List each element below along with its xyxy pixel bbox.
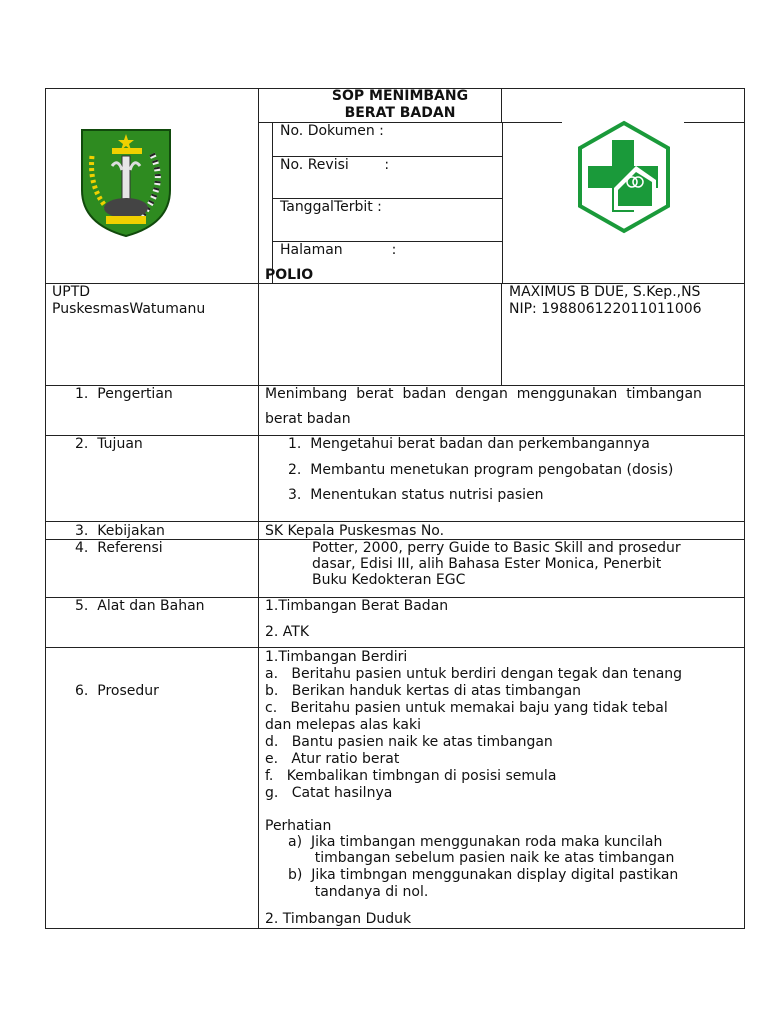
header-info-frame-left xyxy=(272,122,273,283)
doc-number-label: No. Dokumen : xyxy=(280,123,384,139)
purpose-item: 3. Menentukan status nutrisi pasien xyxy=(288,487,544,503)
column-divider-header xyxy=(501,88,502,123)
procedure-step: g. Catat hasilnya xyxy=(265,785,393,801)
procedure-notes-heading: Perhatian xyxy=(265,818,332,834)
tools-label: 5. Alat dan Bahan xyxy=(75,598,205,614)
header-title-underline-right xyxy=(684,122,745,123)
unit-code: POLIO xyxy=(265,267,314,283)
tools-item: 1.Timbangan Berat Badan xyxy=(265,598,449,614)
procedure-step: b. Berikan handuk kertas di atas timbangan xyxy=(265,683,582,699)
procedure-step: f. Kembalikan timbngan di posisi semula xyxy=(265,768,557,784)
procedure-heading: 1.Timbangan Berdiri xyxy=(265,649,408,665)
procedure-label: 6. Prosedur xyxy=(75,683,159,699)
regional-coat-of-arms-icon xyxy=(78,126,174,240)
procedure-step: dan melepas alas kaki xyxy=(265,717,421,733)
procedure-note: a) Jika timbangan menggunakan roda maka kuncilah xyxy=(288,834,663,850)
page-label: Halaman : xyxy=(280,242,397,258)
purpose-item: 2. Membantu menetukan program pengobatan (dosis) xyxy=(288,462,674,478)
policy-label: 3. Kebijakan xyxy=(75,523,165,539)
definition-line-1: Menimbang berat badan dengan menggunakan timbangan xyxy=(265,386,702,402)
table-border-bottom xyxy=(45,928,745,929)
issue-date-label: TanggalTerbit : xyxy=(280,199,382,215)
policy-text: SK Kepala Puskesmas No. xyxy=(265,523,445,539)
table-border-left xyxy=(45,88,46,929)
tools-item: 2. ATK xyxy=(265,624,310,640)
official-name: MAXIMUS B DUE, S.Kep.,NS xyxy=(509,284,701,300)
header-info-frame-right xyxy=(502,122,503,283)
sop-title-line-1: SOP MENIMBANG xyxy=(331,88,469,104)
column-divider-left xyxy=(258,88,259,929)
procedure-note: b) Jika timbngan menggunakan display digital pastikan xyxy=(288,867,679,883)
reference-line: dasar, Edisi III, alih Bahasa Ester Monica, Penerbit xyxy=(312,556,662,572)
procedure-step: e. Atur ratio berat xyxy=(265,751,400,767)
purpose-item: 1. Mengetahui berat badan dan perkembangannya xyxy=(288,436,650,452)
official-column-divider xyxy=(501,283,502,386)
official-nip: NIP: 198806122011011006 xyxy=(509,301,702,317)
sop-title-line-2: BERAT BADAN xyxy=(344,105,456,121)
logo-frame-right xyxy=(744,122,745,283)
procedure-step: a. Beritahu pasien untuk berdiri dengan tegak dan tenang xyxy=(265,666,683,682)
institution-line-1: UPTD xyxy=(52,284,91,300)
procedure-step: d. Bantu pasien naik ke atas timbangan xyxy=(265,734,553,750)
procedure-step: c. Beritahu pasien untuk memakai baju yang tidak tebal xyxy=(265,700,668,716)
reference-line: Potter, 2000, perry Guide to Basic Skill and prosedur xyxy=(312,540,681,556)
definition-label: 1. Pengertian xyxy=(75,386,173,402)
reference-label: 4. Referensi xyxy=(75,540,163,556)
row-divider-tools xyxy=(45,647,745,648)
row-divider-purpose xyxy=(45,521,745,522)
institution-line-2: PuskesmasWatumanu xyxy=(52,301,206,317)
procedure-note: tandanya di nol. xyxy=(288,884,429,900)
procedure-next-heading: 2. Timbangan Duduk xyxy=(265,911,412,927)
procedure-note: timbangan sebelum pasien naik ke atas timbangan xyxy=(288,850,675,866)
puskesmas-cross-logo-icon xyxy=(576,120,672,236)
purpose-label: 2. Tujuan xyxy=(75,436,143,452)
definition-line-2: berat badan xyxy=(265,411,351,427)
revision-label: No. Revisi : xyxy=(280,157,390,173)
reference-line: Buku Kedokteran EGC xyxy=(312,572,466,588)
